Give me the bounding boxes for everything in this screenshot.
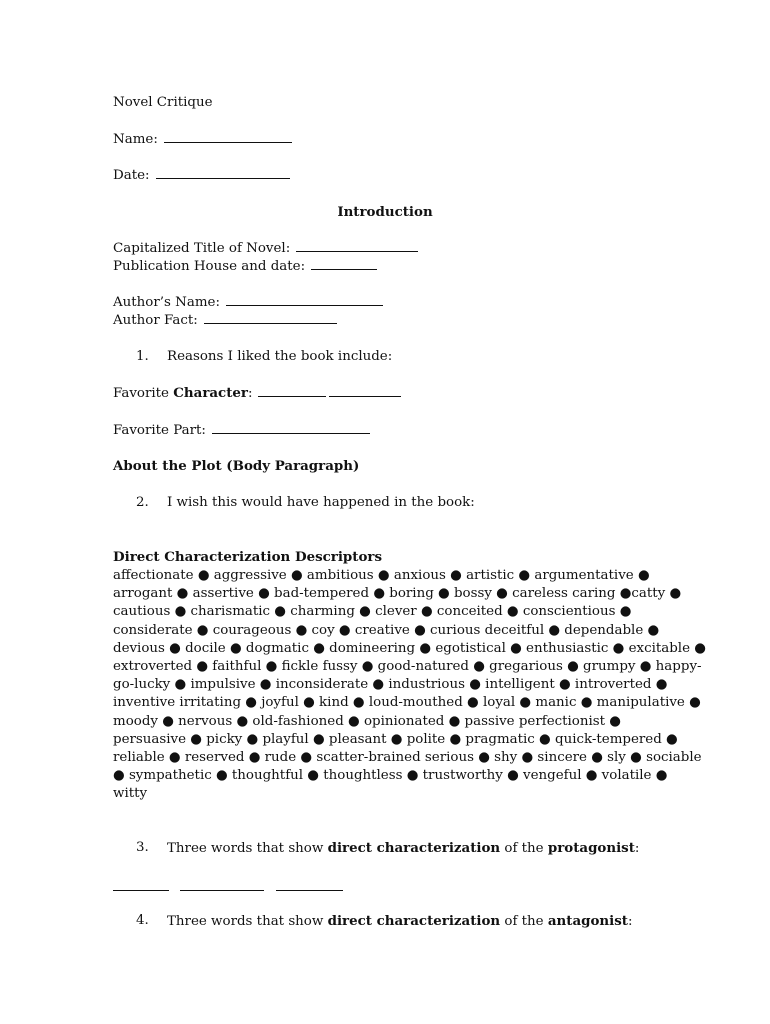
item-3-post: :	[634, 841, 640, 856]
descriptor-line: reliable ● reserved ● rude ● scatter-brained serious ● shy ● sincere ● sly ● sociable	[113, 750, 702, 766]
item-4-bold-antagonist: antagonist	[547, 913, 628, 929]
author-name-blank[interactable]	[226, 293, 383, 306]
protagonist-word-blank-1[interactable]	[113, 890, 169, 891]
descriptor-line: ● sympathetic ● thoughtful ● thoughtless ● trustworthy ● vengeful ● volatile ●	[113, 768, 668, 784]
descriptor-line: devious ● docile ● dogmatic ● domineering ● egotistical ● enthusiastic ● excitable ●	[113, 640, 706, 656]
novel-title-blank[interactable]	[296, 239, 418, 252]
descriptor-line: go-lucky ● impulsive ● inconsiderate ● industrious ● intelligent ● introverted ●	[113, 677, 668, 693]
favorite-part-blank[interactable]	[212, 421, 370, 434]
protagonist-word-blank-3[interactable]	[276, 890, 343, 891]
author-name-label: Author’s Name:	[113, 295, 220, 310]
item-4-mid: of the	[500, 914, 548, 929]
descriptors-list	[113, 567, 706, 804]
item-4-pre: Three words that show	[167, 914, 328, 929]
item-3-text	[167, 839, 639, 858]
descriptor-line: considerate ● courageous ● coy ● creative ● curious deceitful ● dependable ●	[113, 622, 660, 638]
publication-label: Publication House and date:	[113, 259, 306, 274]
author-fact-blank[interactable]	[204, 311, 337, 324]
name-line	[113, 130, 292, 149]
publication-blank[interactable]	[311, 257, 377, 270]
descriptor-line: persuasive ● picky ● playful ● pleasant ● polite ● pragmatic ● quick-tempered ●	[113, 731, 678, 747]
favorite-part-line	[113, 421, 370, 440]
plot-heading: About the Plot (Body Paragraph)	[113, 458, 360, 474]
document-title: Novel Critique	[113, 95, 213, 110]
date-label: Date:	[113, 168, 150, 183]
favorite-character-line	[113, 384, 401, 403]
item-3-bold-protagonist: protagonist	[547, 840, 635, 856]
item-4-post: :	[627, 914, 633, 929]
item-3-number: 3.	[136, 840, 149, 855]
novel-title-line	[113, 239, 418, 258]
name-label: Name:	[113, 132, 158, 147]
favorite-character-blank-2[interactable]	[329, 384, 401, 397]
descriptor-line: inventive irritating ● joyful ● kind ● loud-mouthed ● loyal ● manic ● manipulative ●	[113, 695, 701, 711]
author-fact-label: Author Fact:	[113, 313, 198, 328]
favorite-character-bold: Character	[173, 385, 248, 401]
item-4-bold-direct: direct characterization	[327, 913, 501, 929]
item-4-text	[167, 912, 633, 931]
item-3-pre: Three words that show	[167, 841, 328, 856]
descriptor-line: cautious ● charismatic ● charming ● clever ● conceited ● conscientious ●	[113, 604, 632, 620]
date-blank[interactable]	[156, 166, 290, 179]
favorite-character-blank-1[interactable]	[258, 384, 326, 397]
item-1-text: Reasons I liked the book include:	[167, 349, 393, 364]
publication-line	[113, 257, 377, 276]
item-2-number: 2.	[136, 495, 149, 510]
descriptor-line: extroverted ● faithful ● fickle fussy ● good-natured ● gregarious ● grumpy ● happy-	[113, 659, 702, 675]
item-3-bold-direct: direct characterization	[327, 840, 501, 856]
descriptor-line: moody ● nervous ● old-fashioned ● opinionated ● passive perfectionist ●	[113, 713, 621, 729]
descriptor-line: witty	[113, 786, 148, 802]
item-1-number: 1.	[136, 349, 149, 364]
item-2-text: I wish this would have happened in the book:	[167, 495, 475, 510]
descriptor-line: arrogant ● assertive ● bad-tempered ● boring ● bossy ● careless caring ●catty ●	[113, 586, 682, 602]
protagonist-word-blank-2[interactable]	[180, 890, 264, 891]
favorite-part-label: Favorite Part:	[113, 423, 206, 438]
introduction-heading: Introduction	[337, 204, 433, 220]
date-line	[113, 166, 290, 185]
favorite-character-prefix: Favorite	[113, 386, 174, 401]
author-name-line	[113, 293, 383, 312]
descriptors-heading: Direct Characterization Descriptors	[113, 549, 382, 565]
item-4-number: 4.	[136, 913, 149, 928]
name-blank[interactable]	[164, 130, 292, 143]
novel-title-label: Capitalized Title of Novel:	[113, 241, 291, 256]
item-3-mid: of the	[500, 841, 548, 856]
favorite-character-colon: :	[247, 386, 253, 401]
descriptor-line: affectionate ● aggressive ● ambitious ● anxious ● artistic ● argumentative ●	[113, 568, 650, 583]
author-fact-line	[113, 311, 337, 330]
